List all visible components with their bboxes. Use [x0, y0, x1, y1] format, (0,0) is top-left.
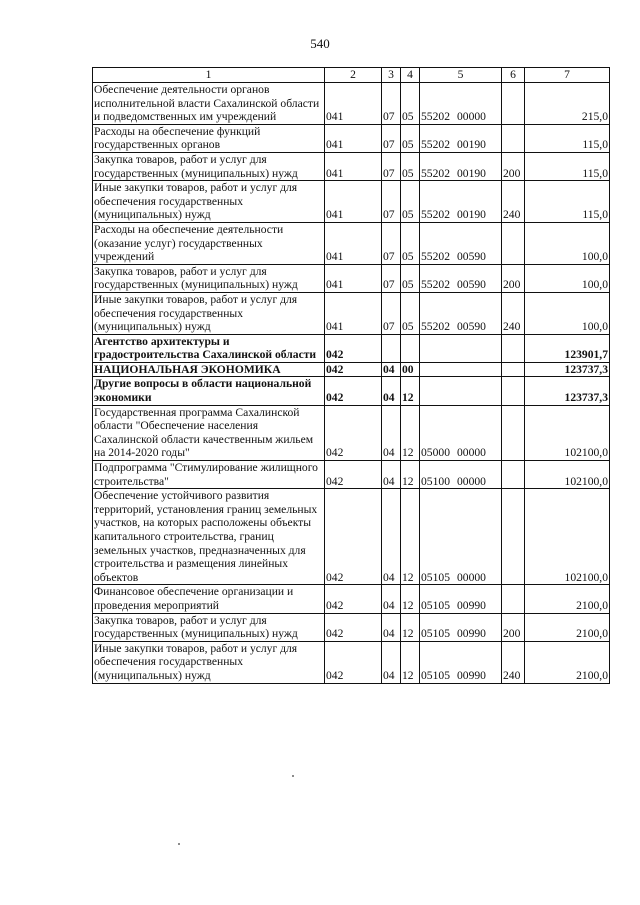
header-row [93, 68, 610, 83]
expense-name: Закупка товаров, работ и услуг для государственных (муниципальных) нужд [93, 152, 325, 180]
target-article-code [420, 461, 502, 489]
expense-name: Государственная программа Сахалинской области "Обеспечение населения Сахалинской области качественным жильем на 2014-2020 годы" [93, 405, 325, 460]
target-article-code [420, 641, 502, 683]
section-code: 04 [382, 461, 401, 489]
section-code: 04 [382, 405, 401, 460]
amount: 102100,0 [525, 461, 610, 489]
section-code: 04 [382, 613, 401, 641]
scan-speck [292, 775, 294, 777]
direction-code: 00990 [456, 598, 486, 612]
ministry-code: 042 [325, 405, 382, 460]
ministry-code: 042 [325, 489, 382, 585]
column-header: 7 [525, 68, 610, 83]
column-header: 6 [502, 68, 525, 83]
subsection-code: 05 [401, 152, 420, 180]
target-article-code [420, 362, 502, 377]
amount: 2100,0 [525, 585, 610, 613]
expense-name: Другие вопросы в области национальной экономики [93, 377, 325, 405]
expense-name: Обеспечение деятельности органов исполнительной власти Сахалинской области и подведомственных им учреждений [93, 83, 325, 125]
amount: 100,0 [525, 292, 610, 334]
ministry-code: 042 [325, 641, 382, 683]
expense-type-code [502, 83, 525, 125]
column-header: 1 [93, 68, 325, 83]
expense-type-code [502, 405, 525, 460]
subsection-code [401, 334, 420, 362]
direction-code: 00000 [456, 110, 486, 124]
expense-type-code [502, 334, 525, 362]
program-code: 55202 [421, 278, 450, 292]
target-article-code [420, 83, 502, 125]
ministry-code: 041 [325, 222, 382, 264]
ministry-code: 041 [325, 124, 382, 152]
expense-type-code [502, 362, 525, 377]
amount: 123737,3 [525, 377, 610, 405]
direction-code: 00000 [456, 446, 486, 460]
subsection-code: 05 [401, 264, 420, 292]
subsection-code: 12 [401, 613, 420, 641]
amount: 115,0 [525, 152, 610, 180]
expense-name: Расходы на обеспечение деятельности (оказание услуг) государственных учреждений [93, 222, 325, 264]
subsection-code: 05 [401, 83, 420, 125]
program-code: 05105 [421, 570, 450, 584]
subsection-code: 05 [401, 181, 420, 223]
subsection-code: 12 [401, 641, 420, 683]
budget-table [92, 67, 610, 684]
target-article-code [420, 377, 502, 405]
direction-code: 00000 [456, 570, 486, 584]
direction-code: 00590 [456, 278, 486, 292]
subsection-code: 05 [401, 124, 420, 152]
ministry-code: 041 [325, 83, 382, 125]
subsection-code: 05 [401, 292, 420, 334]
table-row [93, 489, 610, 585]
table-row [93, 181, 610, 223]
program-code: 55202 [421, 320, 450, 334]
amount: 102100,0 [525, 489, 610, 585]
expense-name: Обеспечение устойчивого развития территорий, установления границ земельных участков, на которых расположены объекты капитального строительства, границ земельных участков, предназначенных для строительства и размещения линейных объектов [93, 489, 325, 585]
direction-code: 00000 [456, 474, 486, 488]
subsection-code: 12 [401, 461, 420, 489]
table-row [93, 334, 610, 362]
subsection-code: 12 [401, 489, 420, 585]
program-code: 55202 [421, 250, 450, 264]
expense-name: Иные закупки товаров, работ и услуг для обеспечения государственных (муниципальных) нужд [93, 641, 325, 683]
subsection-code: 12 [401, 377, 420, 405]
program-code: 55202 [421, 208, 450, 222]
expense-type-code: 200 [502, 613, 525, 641]
direction-code: 00190 [456, 166, 486, 180]
program-code: 05100 [421, 474, 450, 488]
ministry-code: 041 [325, 264, 382, 292]
section-code: 04 [382, 362, 401, 377]
target-article-code [420, 292, 502, 334]
amount: 123737,3 [525, 362, 610, 377]
amount: 2100,0 [525, 641, 610, 683]
expense-type-code: 240 [502, 641, 525, 683]
target-article-code [420, 613, 502, 641]
table-row [93, 613, 610, 641]
expense-type-code [502, 222, 525, 264]
section-code: 07 [382, 292, 401, 334]
expense-type-code: 240 [502, 292, 525, 334]
subsection-code: 05 [401, 222, 420, 264]
expense-type-code [502, 377, 525, 405]
scan-speck [178, 843, 180, 845]
program-code: 05000 [421, 446, 450, 460]
expense-type-code [502, 124, 525, 152]
ministry-code: 041 [325, 152, 382, 180]
ministry-code: 041 [325, 292, 382, 334]
program-code: 05105 [421, 598, 450, 612]
amount: 2100,0 [525, 613, 610, 641]
direction-code: 00190 [456, 138, 486, 152]
table-row [93, 83, 610, 125]
section-code: 04 [382, 585, 401, 613]
column-header: 2 [325, 68, 382, 83]
expense-type-code [502, 585, 525, 613]
amount: 115,0 [525, 181, 610, 223]
section-code: 07 [382, 83, 401, 125]
expense-type-code: 200 [502, 264, 525, 292]
section-code: 07 [382, 124, 401, 152]
table-row [93, 641, 610, 683]
target-article-code [420, 181, 502, 223]
expense-type-code [502, 461, 525, 489]
ministry-code: 042 [325, 334, 382, 362]
expense-name: Агентство архитектуры и градостроительства Сахалинской области [93, 334, 325, 362]
column-header: 4 [401, 68, 420, 83]
target-article-code [420, 489, 502, 585]
target-article-code [420, 222, 502, 264]
table-row [93, 405, 610, 460]
ministry-code: 042 [325, 613, 382, 641]
expense-type-code: 200 [502, 152, 525, 180]
table-row [93, 585, 610, 613]
expense-name: Финансовое обеспечение организации и проведения мероприятий [93, 585, 325, 613]
section-code: 07 [382, 152, 401, 180]
page-number: 540 [310, 36, 330, 51]
amount: 100,0 [525, 264, 610, 292]
program-code: 55202 [421, 138, 450, 152]
ministry-code: 042 [325, 377, 382, 405]
subsection-code: 00 [401, 362, 420, 377]
section-code: 07 [382, 222, 401, 264]
program-code: 05105 [421, 627, 450, 641]
target-article-code [420, 405, 502, 460]
expense-type-code: 240 [502, 181, 525, 223]
subsection-code: 12 [401, 585, 420, 613]
target-article-code [420, 264, 502, 292]
expense-name: Иные закупки товаров, работ и услуг для обеспечения государственных (муниципальных) нужд [93, 181, 325, 223]
column-header: 3 [382, 68, 401, 83]
section-code: 07 [382, 264, 401, 292]
target-article-code [420, 124, 502, 152]
amount: 102100,0 [525, 405, 610, 460]
table-row [93, 377, 610, 405]
section-code: 04 [382, 377, 401, 405]
program-code: 05105 [421, 668, 450, 682]
table-body [93, 68, 610, 684]
amount: 123901,7 [525, 334, 610, 362]
table-row [93, 362, 610, 377]
direction-code: 00990 [456, 627, 486, 641]
section-code: 04 [382, 489, 401, 585]
ministry-code: 042 [325, 362, 382, 377]
direction-code: 00990 [456, 668, 486, 682]
table-row [93, 124, 610, 152]
section-code [382, 334, 401, 362]
target-article-code [420, 334, 502, 362]
program-code: 55202 [421, 166, 450, 180]
subsection-code: 12 [401, 405, 420, 460]
ministry-code: 042 [325, 461, 382, 489]
ministry-code: 042 [325, 585, 382, 613]
direction-code: 00590 [456, 320, 486, 334]
expense-type-code [502, 489, 525, 585]
expense-name: Закупка товаров, работ и услуг для государственных (муниципальных) нужд [93, 264, 325, 292]
column-header: 5 [420, 68, 502, 83]
table-row [93, 222, 610, 264]
section-code: 04 [382, 641, 401, 683]
table-row [93, 264, 610, 292]
target-article-code [420, 152, 502, 180]
direction-code: 00190 [456, 208, 486, 222]
direction-code: 00590 [456, 250, 486, 264]
amount: 115,0 [525, 124, 610, 152]
table-row [93, 461, 610, 489]
ministry-code: 041 [325, 181, 382, 223]
expense-name: Иные закупки товаров, работ и услуг для обеспечения государственных (муниципальных) нужд [93, 292, 325, 334]
amount: 215,0 [525, 83, 610, 125]
expense-name: Расходы на обеспечение функций государственных органов [93, 124, 325, 152]
table-row [93, 152, 610, 180]
expense-name: Подпрограмма "Стимулирование жилищного строительства" [93, 461, 325, 489]
expense-name: Закупка товаров, работ и услуг для государственных (муниципальных) нужд [93, 613, 325, 641]
program-code: 55202 [421, 110, 450, 124]
expense-name: НАЦИОНАЛЬНАЯ ЭКОНОМИКА [93, 362, 325, 377]
section-code: 07 [382, 181, 401, 223]
amount: 100,0 [525, 222, 610, 264]
table-row [93, 292, 610, 334]
target-article-code [420, 585, 502, 613]
